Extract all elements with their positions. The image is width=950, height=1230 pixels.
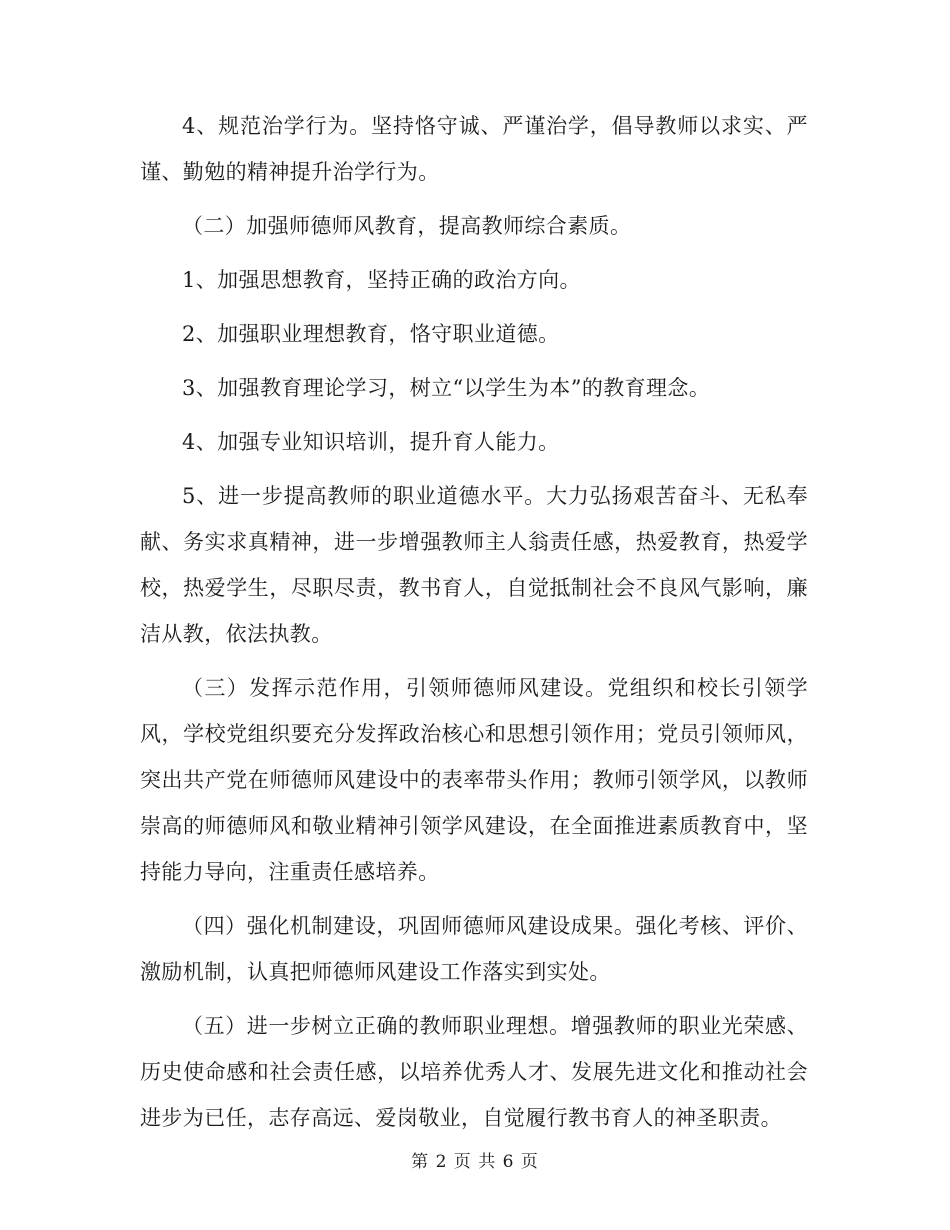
- section-heading-2: （二）加强师德师风教育，提高教师综合素质。: [182, 214, 632, 238]
- list-item-1: 1、加强思想教育，坚持正确的政治方向。: [182, 268, 581, 292]
- list-item-4: 4、加强专业知识培训，提升育人能力。: [182, 430, 560, 454]
- document-body: [140, 103, 808, 1149]
- section-paragraph-3: （三）发挥示范作用，引领师德师风建设。党组织和校长引领学风，学校党组织要充分发挥政治核心和思想引领作用；党员引领师风，突出共产党在师德师风建设中的表率带头作用；教师引领学风，以教师崇高的师德师风和敬业精神引领学风建设，在全面推进素质教育中，坚持能力导向，注重责任感培养。: [140, 676, 808, 884]
- page-number-footer: 第 2 页 共 6 页: [411, 1152, 539, 1172]
- list-item-2: 2、加强职业理想教育，恪守职业道德。: [182, 322, 560, 346]
- list-item-5: 5、进一步提高教师的职业道德水平。大力弘扬艰苦奋斗、无私奉献、务实求真精神，进一步增强教师主人翁责任感，热爱教育，热爱学校，热爱学生，尽职尽责，教书育人，自觉抵制社会不良风气影响，廉洁从教，依法执教。: [140, 484, 808, 646]
- paragraph-rule-4-scholarship: 4、规范治学行为。坚持恪守诚、严谨治学，倡导教师以求实、严谨、勤勉的精神提升治学行为。: [140, 114, 808, 184]
- list-item-3: 3、加强教育理论学习，树立“以学生为本”的教育理念。: [182, 376, 711, 400]
- section-paragraph-5: （五）进一步树立正确的教师职业理想。增强教师的职业光荣感、历史使命感和社会责任感，以培养优秀人才、发展先进文化和推动社会进步为已任，志存高远、爱岗敬业，自觉履行教书育人的神圣职责。: [140, 1014, 808, 1130]
- section-paragraph-4: （四）强化机制建设，巩固师德师风建设成果。强化考核、评价、激励机制，认真把师德师风建设工作落实到实处。: [140, 914, 808, 984]
